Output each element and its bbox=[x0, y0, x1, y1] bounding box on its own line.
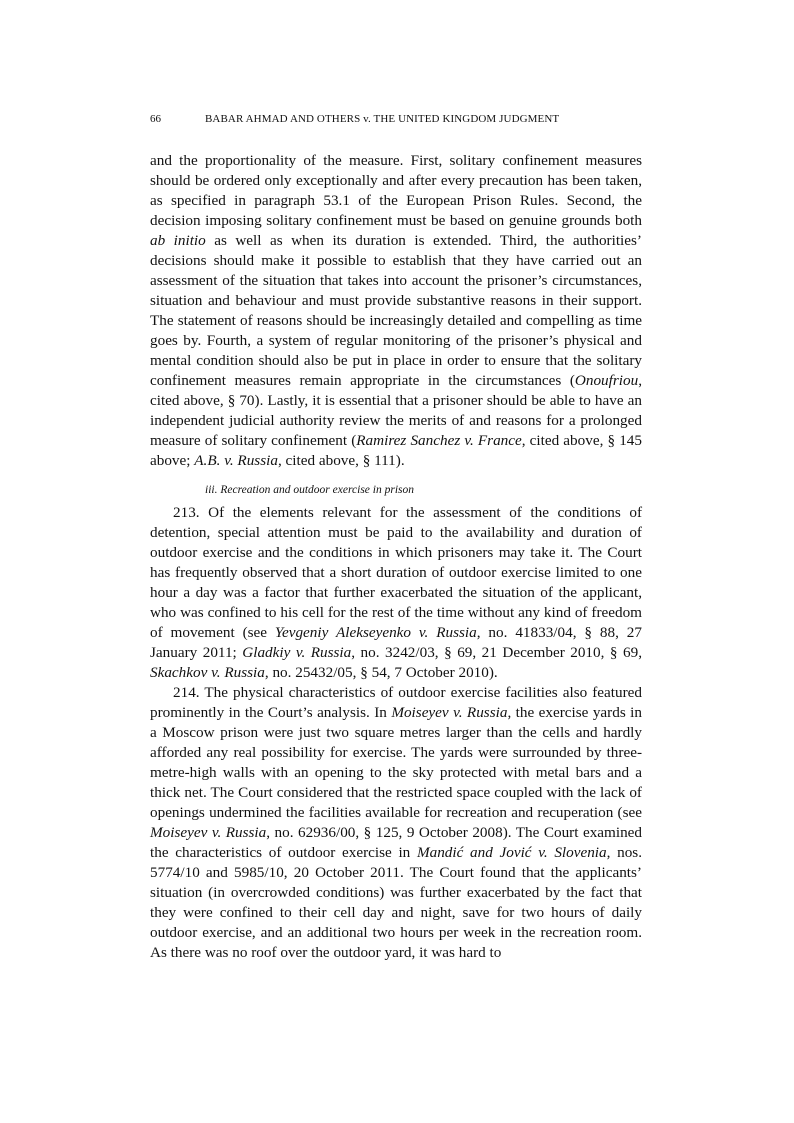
case-name: Onoufriou bbox=[574, 372, 639, 389]
paragraph-214 bbox=[150, 683, 642, 963]
text-run: , the exercise yards in a Moscow prison were just two square metres larger than the cells and hardly afforded any real possibility for exercise. The yards were surrounded by three-metre-high walls with an opening to the sky protected with metal bars and a thick net. The Court considered that the restricted space coupled with the lack of openings undermined the facilities available for recreation and recuperation (see bbox=[150, 704, 642, 821]
document-body bbox=[150, 151, 642, 963]
text-run: , cited above, § 70). Lastly, it is essential that a prisoner should be able to have an independent judicial authority review the merits of and reasons for a prolonged measure of solitary confinement ( bbox=[150, 372, 642, 449]
page-number: 66 bbox=[150, 113, 161, 125]
text-run: , cited above, § 145 above; bbox=[150, 432, 642, 469]
text-run: 213. Of the elements relevant for the assessment of the conditions of detention, special attention must be paid to the availability and duration of outdoor exercise and the conditions in which prisoners may take it. The Court has frequently observed that a short duration of outdoor exercise limited to one hour a day was a factor that further exacerbated the situation of the applicant, who was confined to his cell for the rest of the time without any kind of freedom of movement (see bbox=[150, 504, 642, 641]
case-name: Moiseyev v. Russia bbox=[150, 824, 267, 841]
text-run: , no. 25432/05, § 54, 7 October 2010). bbox=[264, 664, 498, 681]
case-name: Skachkov v. Russia bbox=[150, 664, 265, 681]
text-run: , no. 3242/03, § 69, 21 December 2010, § 69, bbox=[351, 644, 642, 661]
case-name: Mandić and Jović v. Slovenia bbox=[416, 844, 607, 861]
section-subheading: iii. Recreation and outdoor exercise in prison bbox=[205, 484, 414, 496]
case-name: A.B. v. Russia bbox=[194, 452, 278, 469]
italic-text: ab initio bbox=[150, 232, 206, 249]
case-name: Gladkiy v. Russia bbox=[242, 644, 352, 661]
case-name: Yevgeniy Alekseyenko v. Russia bbox=[274, 624, 477, 641]
text-run: , cited above, § 111). bbox=[277, 452, 405, 469]
case-name: Moiseyev v. Russia bbox=[391, 704, 508, 721]
running-title: BABAR AHMAD AND OTHERS v. THE UNITED KINGDOM JUDGMENT bbox=[205, 113, 560, 125]
case-name: Ramirez Sanchez v. France bbox=[356, 432, 522, 449]
text-run: 214. The physical characteristics of outdoor exercise facilities also featured prominently in the Court’s analysis. In bbox=[150, 684, 642, 721]
text-run: as well as when its duration is extended. Third, the authorities’ decisions should make it possible to establish that they have carried out an assessment of the situation that takes into account the prisoner’s circumstances, situation and behaviour and must provide substantive reasons in their support. The statement of reasons should be increasingly detailed and compelling as time goes by. Fourth, a system of regular monitoring of the prisoner’s physical and mental condition should also be put in place in order to ensure that the solitary confinement measures remain appropriate in the circumstances ( bbox=[150, 232, 642, 389]
text-run: , nos. 5774/10 and 5985/10, 20 October 2011. The Court found that the applicants’ situation (in overcrowded conditions) was further exacerbated by the fact that they were confined to their cell day and night, save for two hours of daily outdoor exercise, and an additional two hours per week in the recreation room. As there was no roof over the outdoor yard, it was hard to bbox=[150, 844, 642, 961]
text-run: , no. 62936/00, § 125, 9 October 2008). The Court examined the characteristics of outdoor exercise in bbox=[150, 824, 642, 861]
paragraph-continuation bbox=[150, 151, 642, 471]
paragraph-213 bbox=[150, 503, 642, 683]
text-run: , no. 41833/04, § 88, 27 January 2011; bbox=[150, 624, 642, 661]
text-run: and the proportionality of the measure. First, solitary confinement measures should be ordered only exceptionally and after every precaution has been taken, as specified in paragraph 53.1 of the European Prison Rules. Second, the decision imposing solitary confinement must be based on genuine grounds both bbox=[150, 152, 642, 229]
